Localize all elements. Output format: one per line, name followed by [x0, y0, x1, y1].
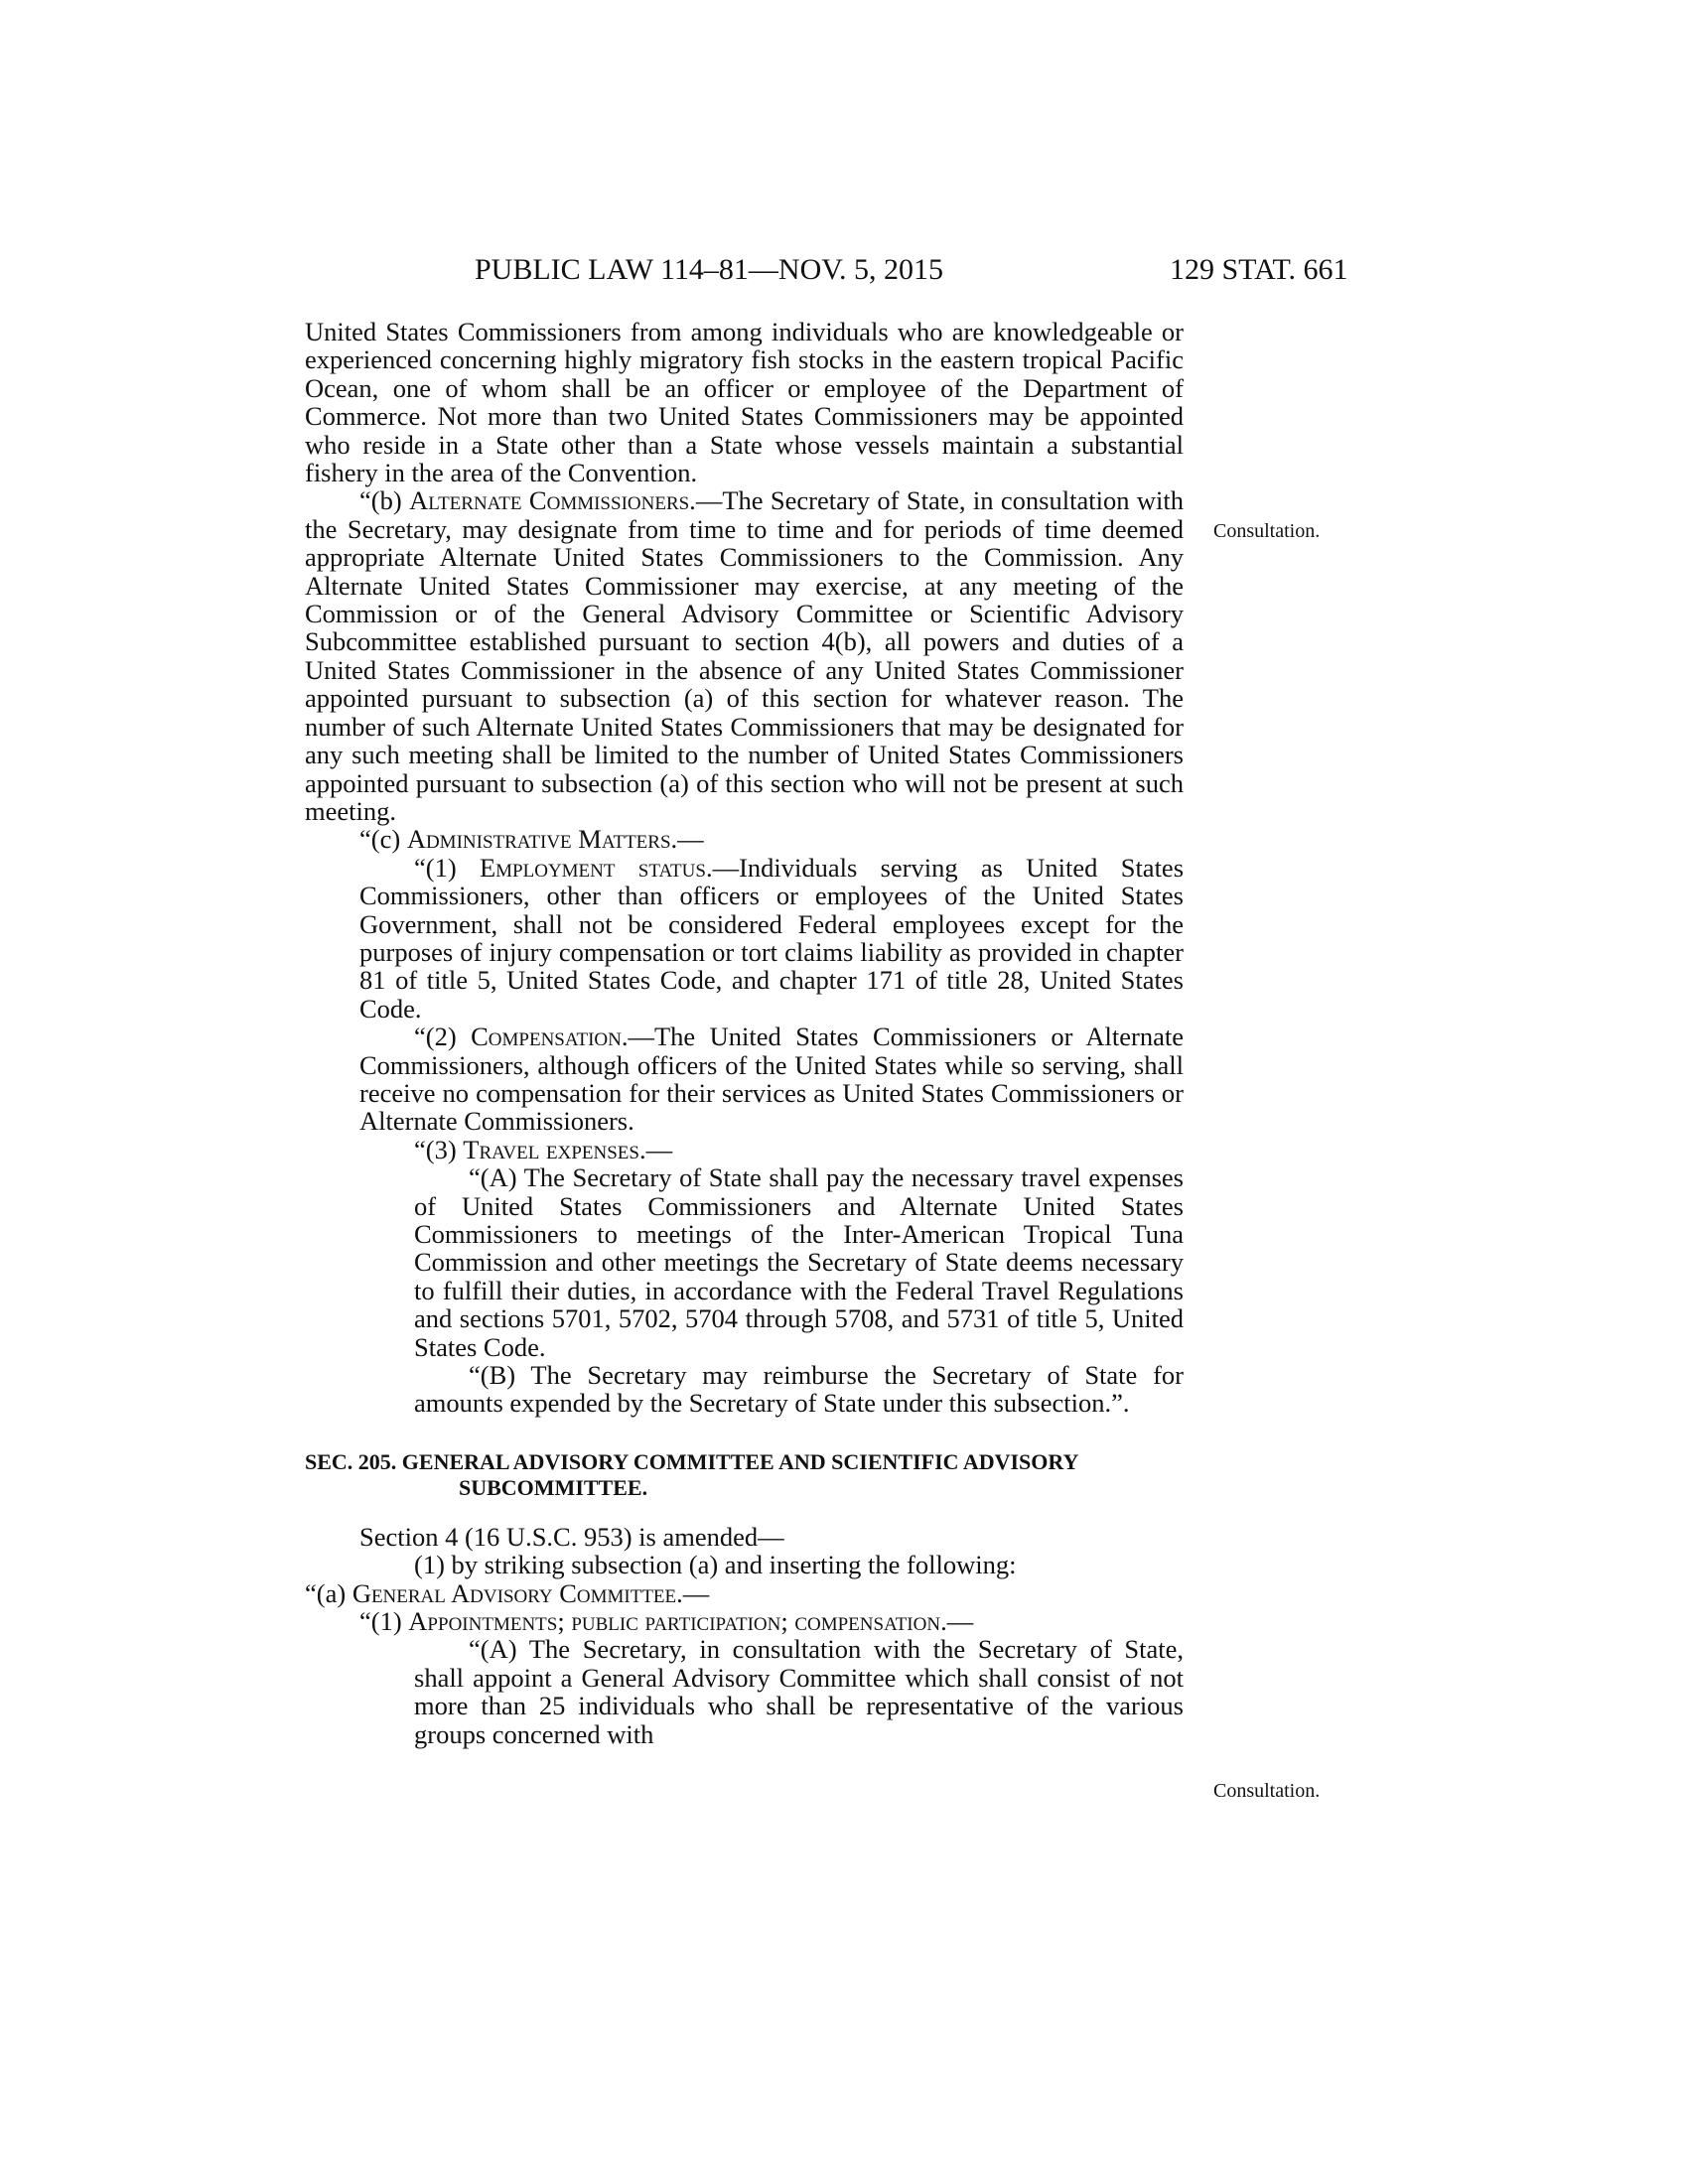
paragraph-c3-text: —	[645, 1134, 673, 1164]
inserted-paragraph-a1-heading: Appointments; public participation; compensation.	[408, 1606, 947, 1637]
paragraph-c1-text: —Individuals serving as United States Commissioners, other than officers or employees of the United States Government, shall not be considered Federal employees except for the purposes of injury compensation or tort claims liability as provided in chapter 81 of title 5, United States Code, and chapter 171 of title 28, United States Code.	[359, 852, 1185, 1024]
running-head-title: PUBLIC LAW 114–81—NOV. 5, 2015	[475, 253, 944, 286]
paragraph-c3	[359, 1136, 1184, 1163]
section-heading: SEC. 205. GENERAL ADVISORY COMMITTEE AND SCIENTIFIC ADVISORY SUBCOMMITTEE.	[305, 1448, 1078, 1500]
subsection-b-prefix: “(b)	[359, 485, 410, 516]
paragraph-c1-heading: Employment status.	[479, 852, 713, 883]
subsection-c-heading: Administrative Matters.	[406, 824, 678, 855]
statute-body	[305, 318, 1184, 1748]
margin-note-consultation: Consultation.	[1213, 1780, 1321, 1802]
inserted-subsection-a-heading: General Advisory Committee.	[352, 1577, 683, 1608]
subsection-c-prefix: “(c)	[359, 824, 407, 855]
inserted-subsection-a	[305, 1579, 1184, 1607]
subparagraph-c3-a: “(A) The Secretary of State shall pay the necessary travel expenses of United States Commissioners and Alternate United States Commissioners to meetings of the Inter-American Tropical Tuna Commission and other meetings the Secretary of State deems necessary to fulfill their duties, in accordance with the Federal Travel Regulations and sections 5701, 5702, 5704 through 5708, and 5731 of title 5, United States Code.	[414, 1162, 1184, 1362]
inserted-paragraph-a1-prefix: “(1)	[359, 1606, 409, 1637]
subsection-b	[305, 486, 1184, 825]
paragraph-c3-prefix: “(3)	[414, 1134, 464, 1164]
paragraph-c2-prefix: “(2)	[414, 1022, 472, 1052]
paragraph-c2-text: —The United States Commissioners or Alternate Commissioners, although officers of the United States while so serving, shall receive no compensation for their services as United States Commissioners or Alternate Commissioners.	[359, 1022, 1184, 1137]
amendment-item-1: (1) by striking subsection (a) and inserting the following:	[414, 1550, 1017, 1580]
inserted-paragraph-a1-text: —	[946, 1606, 974, 1637]
subsection-b-text: —The Secretary of State, in consultation with the Secretary, may designate from time to time and for periods of time deemed appropriate Alternate United States Commissioners to the Commission. Any Alternate United States Commissioner may exercise, at any meeting of the Commission or of the General Advisory Committee or Scientific Advisory Subcommittee established pursuant to section 4(b), all powers and duties of a United States Commissioner in the absence of any United States Commissioner appointed pursuant to subsection (a) of this section for whatever reason. The number of such Alternate United States Commissioners that may be designated for any such meeting shall be limited to the number of United States Commissioners appointed pursuant to subsection (a) of this section who will not be present at such meeting.	[305, 485, 1184, 826]
margin-note-consultation: Consultation.	[1213, 520, 1321, 542]
inserted-subsection-a-text: —	[682, 1577, 710, 1608]
statute-page-number: 129 STAT. 661	[1170, 253, 1348, 286]
paragraph-c1	[359, 854, 1184, 1023]
paragraph-c1-prefix: “(1)	[414, 852, 480, 883]
paragraph-continuation: United States Commissioners from among individuals who are knowledgeable or experienced concerning highly migratory fish stocks in the eastern tropical Pacific Ocean, one of whom shall be an officer or employee of the Department of Commerce. Not more than two United States Commissioners may be appointed who reside in a State other than a State whose vessels maintain a substantial fishery in the area of the Convention.	[305, 317, 1184, 488]
subsection-b-heading: Alternate Commissioners.	[409, 485, 696, 516]
subparagraph-c3-b: “(B) The Secretary may reimburse the Secretary of State for amounts expended by the Secretary of State under this subsection.”.	[414, 1360, 1184, 1419]
subsection-c-text: —	[677, 824, 704, 855]
amendment-intro: Section 4 (16 U.S.C. 953) is amended—	[359, 1521, 784, 1552]
inserted-paragraph-a1	[305, 1607, 1184, 1635]
subsection-c	[305, 825, 1184, 853]
inserted-subparagraph-a1-a: “(A) The Secretary, in consultation with the Secretary of State, shall appoint a General Advisory Committee which shall consist of not more than 25 individuals who shall be representative of the various groups concerned with	[414, 1634, 1184, 1749]
page-header	[0, 253, 1688, 293]
paragraph-c2-heading: Compensation.	[471, 1022, 629, 1052]
paragraph-c2	[359, 1023, 1184, 1136]
paragraph-c3-heading: Travel expenses.	[463, 1134, 646, 1164]
inserted-subsection-a-prefix: “(a)	[305, 1577, 352, 1608]
